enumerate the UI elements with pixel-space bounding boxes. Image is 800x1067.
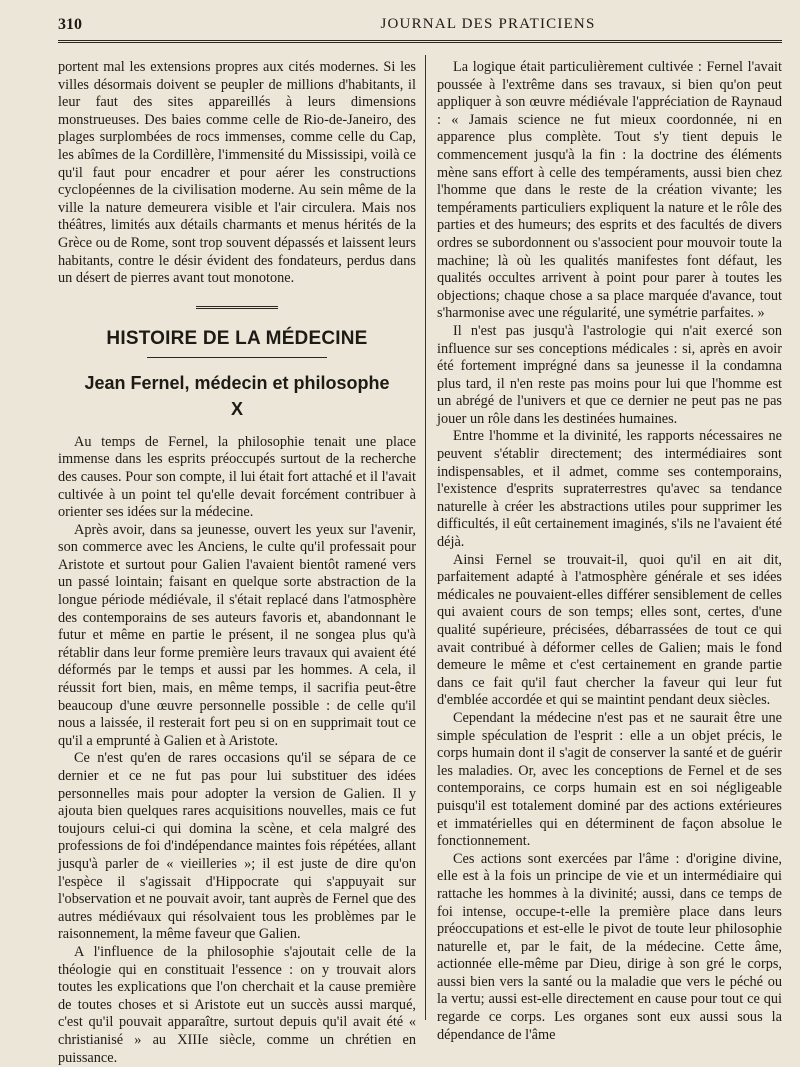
section-separator xyxy=(196,306,278,309)
body-paragraph: Il n'est pas jusqu'à l'astrologie qui n'ait exercé son influence sur ses conceptions médicales : si, après en avoir été fortement imprégné dans sa jeunesse il la condamna plus tard, il n'en reste pas moins pour lui que l'homme est un abrégé de l'univers et que ce dernier ne peut pas ne pas jouer un rôle dans les destinées humaines. xyxy=(437,322,782,427)
right-column xyxy=(437,59,782,1044)
section-title-underline xyxy=(147,357,327,358)
body-paragraph: Ainsi Fernel se trouvait-il, quoi qu'il en ait dit, parfaitement adapté à l'atmosphère générale et ses idées médicales ne pouvaient-elles différer sensiblement de celles qui avaient cours de son temps; elles sont, certes, d'une qualité supérieure, précisées, débarrassées de tout ce qui avait contribué à déformer celles de Galien; mais le fond demeure le même et c'est certainement en grande partie dans ce fait qu'il faut chercher la faveur qui leur fut d'emblée accordée et qui se maintint pendant deux siècles. xyxy=(437,551,782,709)
header-rule xyxy=(58,40,782,43)
body-paragraph: A l'influence de la philosophie s'ajoutait celle de la théologie qui en constituait l'essence : on y trouvait alors toutes les explications que l'on cherchait et la cause première de toutes choses et si Aristote eut un succès aussi marqué, c'est qu'il pouvait apparaître, surtout depuis qu'il avait été « christianisé » au XIIIe siècle, comme un chrétien en puissance. xyxy=(58,943,416,1066)
page-number: 310 xyxy=(58,16,82,33)
page-header xyxy=(58,14,782,36)
body-paragraph: Ces actions sont exercées par l'âme : d'origine divine, elle est à la fois un principe de vie et un intermédiaire qui rattache les hommes à la divinité; aussi, dans ce temps de foi intense, occupe-t-elle la première place dans leurs préoccupations et est-elle le pivot de toute leur philosophie naturelle et, par le fait, de la médecine. Cette âme, actionnée elle-même par Dieu, dirige à son gré le corps, aussi bien vers la santé ou la maladie que vers le péché ou la vertu; aussi est-elle directement en cause pour tout ce qui regarde ce corps. Les organes sont eux aussi sous la dépendance de l'âme xyxy=(437,850,782,1043)
body-paragraph: La logique était particulièrement cultivée : Fernel l'avait poussée à l'extrême dans ses travaux, si bien qu'on peut appliquer à son œuvre médiévale l'appréciation de Raynaud : « Jamais science ne fut mieux coordonnée, ni en apparence plus complète. Tout s'y tient depuis le commencement jusqu'à la fin : la doctrine des éléments mène sans effort à celle des tempéraments, aussi bien chez l'homme que dans le reste de la création vivante; les tempéraments particuliers expliquent la nature et le rôle des parties et des humeurs; des esprits et des facultés de divers ordres se subordonnent ou s'associent pour mouvoir toute la machine; là où les qualités manifestes font défaut, les qualités occultes arrivent à point pour parer à toutes les objections; chaque chose a sa place marquée d'avance, tout s'harmonise avec une régularité, une symétrie parfaites. » xyxy=(437,59,782,322)
body-paragraph: Entre l'homme et la divinité, les rapports nécessaires ne peuvent s'établir directement; des intermédiaires sont indispensables, et il admet, comme ses contemporains, l'existence d'esprits supraterrestres qu'avec sa tendance naturelle à créer les abstractions utiles pour supprimer les difficultés, il eût certainement imaginés, s'ils ne l'avaient été déjà. xyxy=(437,428,782,551)
running-title: JOURNAL DES PRATICIENS xyxy=(380,16,596,32)
intro-paragraph: portent mal les extensions propres aux cités modernes. Si les villes désormais doivent se peupler de millions d'habitants, il leur faut des sites appareillés à leurs dimensions monstrueuses. Des baies comme celle de Rio-de-Janeiro, des plages surplombées de rocs immenses, comme celle du Cap, les abîmes de la Cordillère, l'immensité du Mississipi, voilà ce qu'il faut pour encadrer et pour aérer les constructions cyclopéennes de la civilisation moderne. Au sein même de la ville la nature demeurera visible et l'air circulera. Mais nos théâtres, limités aux détails charmants et menus hérités de la Grèce ou de Rome, sont trop souvent dépassés et laissent leurs habitants, contre le désir évident des fondateurs, perdus dans un désert de pierres avant tout monotone. xyxy=(58,59,416,287)
article-title: Jean Fernel, médecin et philosophe xyxy=(84,372,390,393)
body-paragraph: Au temps de Fernel, la philosophie tenait une place immense dans les esprits préoccupés surtout de la recherche des causes. Pour son compte, il lui était fort attaché et il l'avait cultivée à un point tel qu'elle devait forcément contribuer à orienter ses idées sur la médecine. xyxy=(58,433,416,521)
article-number: X xyxy=(230,398,243,419)
column-rule xyxy=(425,55,426,1020)
body-paragraph: Cependant la médecine n'est pas et ne saurait être une simple spéculation de l'esprit : elle a un objet précis, le corps humain dont il s'agit de conserver la santé et de guérir les maladies. Or, avec les conceptions de Fernel et de ses contemporains, ce corps humain est en soi négligeable puisqu'il est totalement dominé par des actions extérieures et immatérielles qui en déterminent de façon absolue le fonctionnement. xyxy=(437,709,782,850)
body-paragraph: Ce n'est qu'en de rares occasions qu'il se sépara de ce dernier et ce ne fut pas pour lui substituer des idées personnelles mais pour adopter la version de Galien. Il y ajouta bien quelques rares acquisitions nouvelles, mais ce fut toujours celui-ci qui domina la scène, et cela malgré des professions de foi d'indépendance maintes fois répétées, allant jusqu'à parler de « vieilleries »; il est juste de dire qu'on l'espèce il s'agissait d'Hippocrate qui s'appuyait sur l'observation et ne pouvait avoir, tant auprès de Fernel que des autres médiévaux qui résolvaient tous les problèmes par le raisonnement, la même faveur que Galien. xyxy=(58,750,416,943)
section-title: HISTOIRE DE LA MÉDECINE xyxy=(106,327,368,349)
left-column xyxy=(58,59,416,1067)
body-paragraph: Après avoir, dans sa jeunesse, ouvert les yeux sur l'avenir, son commerce avec les Anciens, le culte qu'il professait pour Aristote et surtout pour Galien l'avaient bientôt ramené vers un passé lointain; faisant en quelque sorte abstraction de la longue période médiévale, il s'était replacé dans l'atmosphère des contemporains de ses auteurs favoris et, abandonnant le futur et même en partie le présent, il ne songea plus qu'à rétablir dans leur forme première leurs travaux qui avaient été déformés par le temps et aussi par les hommes. A cela, il réussit fort bien, mais, en même temps, il sacrifia peut-être beaucoup d'une œuvre personnelle possible : de celle qu'il nous a laissée, il resterait fort peu si on en supprimait tout ce qu'il a emprunté à Galien et à Aristote. xyxy=(58,521,416,749)
